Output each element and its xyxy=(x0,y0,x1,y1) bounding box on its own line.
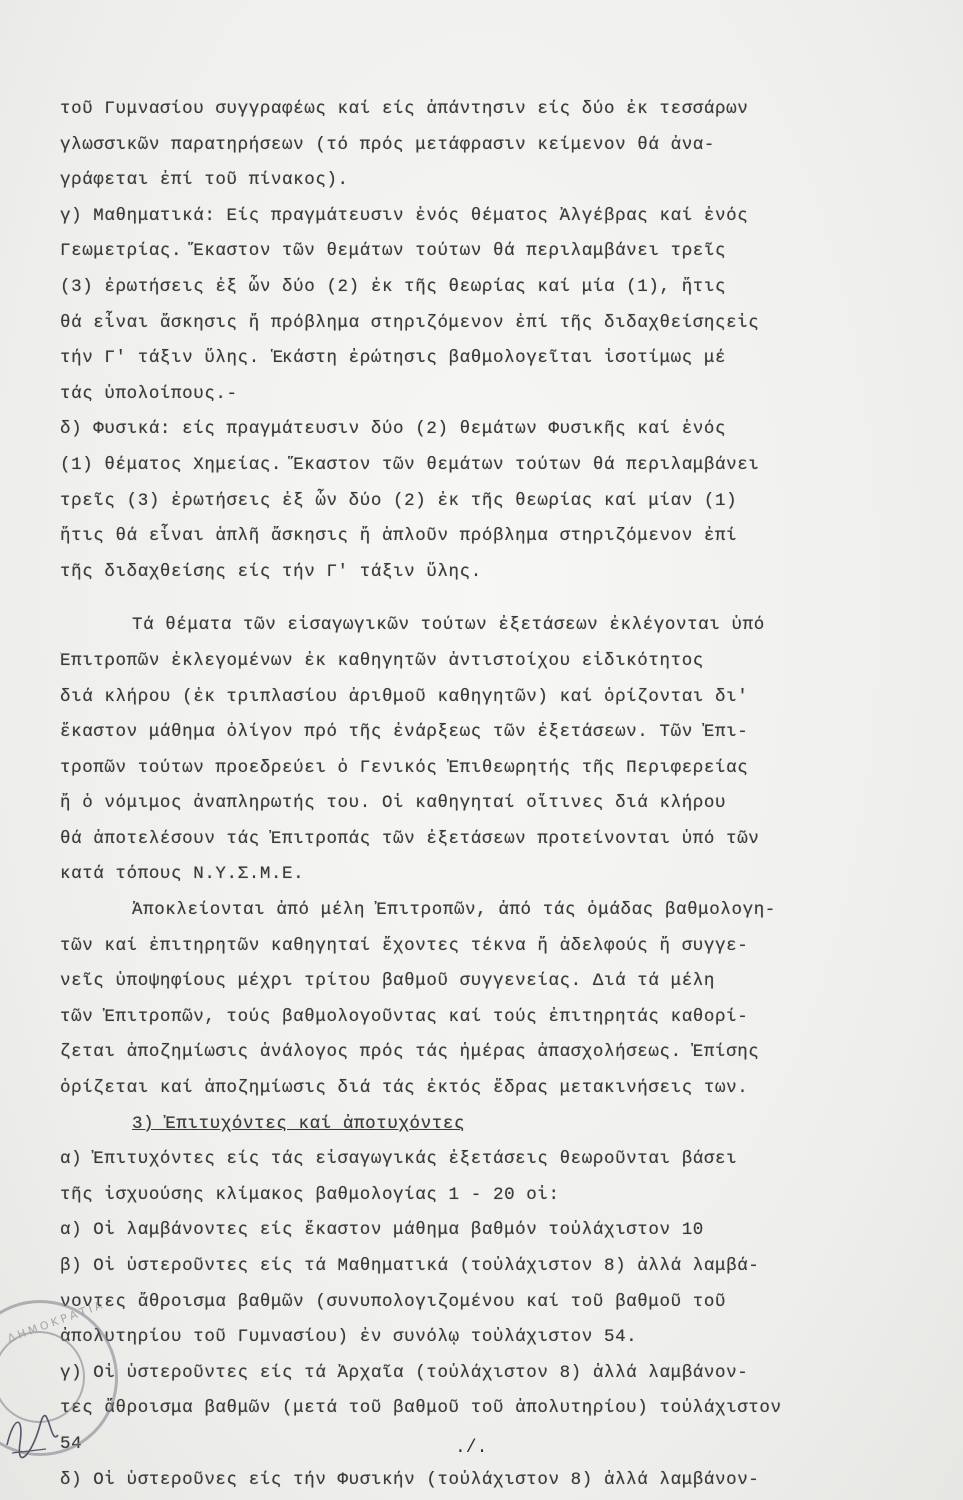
text-line: τρεῖς (3) ἐρωτήσεις ἐξ ὧν δύο (2) ἐκ τῆς θεωρίας καί μίαν (1) xyxy=(60,490,738,511)
text-line: γλωσσικῶν παρατηρήσεων (τό πρός μετάφρασιν κείμενον θά ἀνα- xyxy=(60,134,716,155)
text-line: διά κλήρου (ἐκ τριπλασίου ἀριθμοῦ καθηγητῶν) καί ὁρίζονται δι' xyxy=(60,686,749,707)
heading-physics: δ) Φυσικά: είς πραγμάτευσιν δύο (2) θεμάτων Φυσικῆς καί ἑνός xyxy=(60,419,727,440)
text-line: θά ἀποτελέσουν τάς Ἐπιτροπάς τῶν ἐξετάσεων προτείνονται ὑπό τῶν xyxy=(60,828,760,849)
text-line: ὁρίζεται καί ἀποζημίωσις διά τάς ἐκτός ἕδρας μετακινήσεις των. xyxy=(60,1078,749,1099)
text-line: (3) ἐρωτήσεις ἐξ ὧν δύο (2) ἐκ τῆς θεωρίας καί μία (1), ἥτις xyxy=(60,276,727,297)
text-line: Γεωμετρίας. Ἕκαστον τῶν θεμάτων τούτων θά περιλαμβάνει τρεῖς xyxy=(60,241,727,262)
text-line: ζεται ἀποζημίωσις ἀνάλογος πρός τάς ἡμέρας ἀπασχολήσεως. Ἐπίσης xyxy=(60,1042,760,1063)
text-line: γ) Οἱ ὑστεροῦντες είς τά Ἀρχαῖα (τοὐλάχιστον 8) ἀλλά λαμβάνον- xyxy=(60,1362,749,1383)
heading-mathematics: γ) Μαθηματικά: Είς πραγμάτευσιν ἑνός θέματος Ἀλγέβρας καί ἑνός xyxy=(60,205,749,226)
text-line: τες ἄθροισμα βαθμῶν (μετά τοῦ βαθμοῦ τοῦ ἀπολυτηρίου) τοὐλάχιστον xyxy=(60,1398,782,1419)
typed-text-body xyxy=(60,92,930,1498)
text-line: τοῦ Γυμνασίου συγγραφέως καί είς ἀπάντησιν είς δύο ἐκ τεσσάρων xyxy=(60,99,749,119)
text-line: γράφεται ἐπί τοῦ πίνακος). xyxy=(60,170,349,191)
text-line: κατά τόπους Ν.Υ.Σ.Μ.Ε. xyxy=(60,864,305,885)
section-heading-results: 3) Ἐπιτυχόντες καί ἀποτυχόντες xyxy=(132,1113,466,1134)
seal-text: ΔΗΜΟΚΡΑΤΙΑ xyxy=(5,1297,107,1346)
text-line: τήν Γ' τάξιν ὕλης. Ἑκάστη ἐρώτησις βαθμολογεῖται ἰσοτίμως μέ xyxy=(60,348,727,369)
handwritten-signature xyxy=(2,1405,62,1465)
text-line: ἕκαστον μάθημα ὀλίγον πρό τῆς ἐνάρξεως τῶν ἐξετάσεων. Τῶν Ἐπι- xyxy=(60,722,749,743)
text-line: 54 xyxy=(60,1433,83,1454)
text-line: (1) θέματος Χημείας. Ἕκαστον τῶν θεμάτων τούτων θά περιλαμβάνει xyxy=(60,454,760,475)
text-line: νοντες ἄθροισμα βαθμῶν (συνυπολογιζομένου καί τοῦ βαθμοῦ τοῦ xyxy=(60,1291,727,1312)
text-line: τροπῶν τούτων προεδρεύει ὁ Γενικός Ἐπιθεωρητής τῆς Περιφερείας xyxy=(60,757,749,778)
text-line: β) Οἱ ὑστεροῦντες είς τά Μαθηματικά (τοὐλάχιστον 8) ἀλλά λαμβά- xyxy=(60,1256,760,1276)
text-line: δ) Οἱ ὑστεροῦνες είς τήν Φυσικήν (τοὐλάχιστον 8) ἀλλά λαμβάνον- xyxy=(60,1469,760,1490)
text-line: ἤ ὁ νόμιμος ἀναπληρωτής του. Οἱ καθηγηταί οἵτινες διά κλήρου xyxy=(60,793,727,814)
text-line: ἀπολυτηρίου τοῦ Γυμνασίου) ἐν συνόλῳ τοὐλάχιστον 54. xyxy=(60,1327,638,1348)
text-line: θά εἶναι ἄσκησις ἤ πρόβλημα στηριζόμενον ἐπί τῆς διδαχθείσηςεἰς xyxy=(60,312,760,333)
text-line: ἥτις θά εἶναι ἁπλῆ ἄσκησις ἤ ἁπλοῦν πρόβλημα στηριζόμενον ἐπί xyxy=(60,526,738,547)
text-line: τῶν καί ἐπιτηρητῶν καθηγηταί ἔχοντες τέκνα ἤ ἀδελφούς ἤ συγγε- xyxy=(60,935,749,956)
text-line: Ἀποκλείονται ἀπό μέλη Ἐπιτροπῶν, ἀπό τάς ὁμάδας βαθμολογη- xyxy=(132,900,776,921)
text-line: α) Οἱ λαμβάνοντες είς ἕκαστον μάθημα βαθμόν τοὐλάχιστον 10 xyxy=(60,1220,704,1241)
text-line: Ἐπιτροπῶν ἐκλεγομένων ἐκ καθηγητῶν ἀντιστοίχου εἰδικότητος xyxy=(60,650,704,671)
text-line: τάς ὑπολοίπους.- xyxy=(60,383,238,404)
page-continuation-marker: ./. xyxy=(455,1438,488,1458)
text-line: τῆς ἰσχυούσης κλίμακος βαθμολογίας 1 - 20 οἱ: xyxy=(60,1184,560,1205)
text-line: α) Ἐπιτυχόντες είς τάς εἰσαγωγικάς ἐξετάσεις θεωροῦνται βάσει xyxy=(60,1149,738,1170)
text-line: τῆς διδαχθείσης είς τήν Γ' τάξιν ὕλης. xyxy=(60,561,482,582)
text-line: νεῖς ὑποψηφίους μέχρι τρίτου βαθμοῦ συγγενείας. Διά τά μέλη xyxy=(60,971,716,992)
text-line: τῶν Ἐπιτροπῶν, τούς βαθμολογοῦντας καί τούς ἐπιτηρητάς καθορί- xyxy=(60,1006,749,1027)
text-line: Τά θέματα τῶν εἰσαγωγικῶν τούτων ἐξετάσεων ἐκλέγονται ὑπό xyxy=(132,615,765,636)
